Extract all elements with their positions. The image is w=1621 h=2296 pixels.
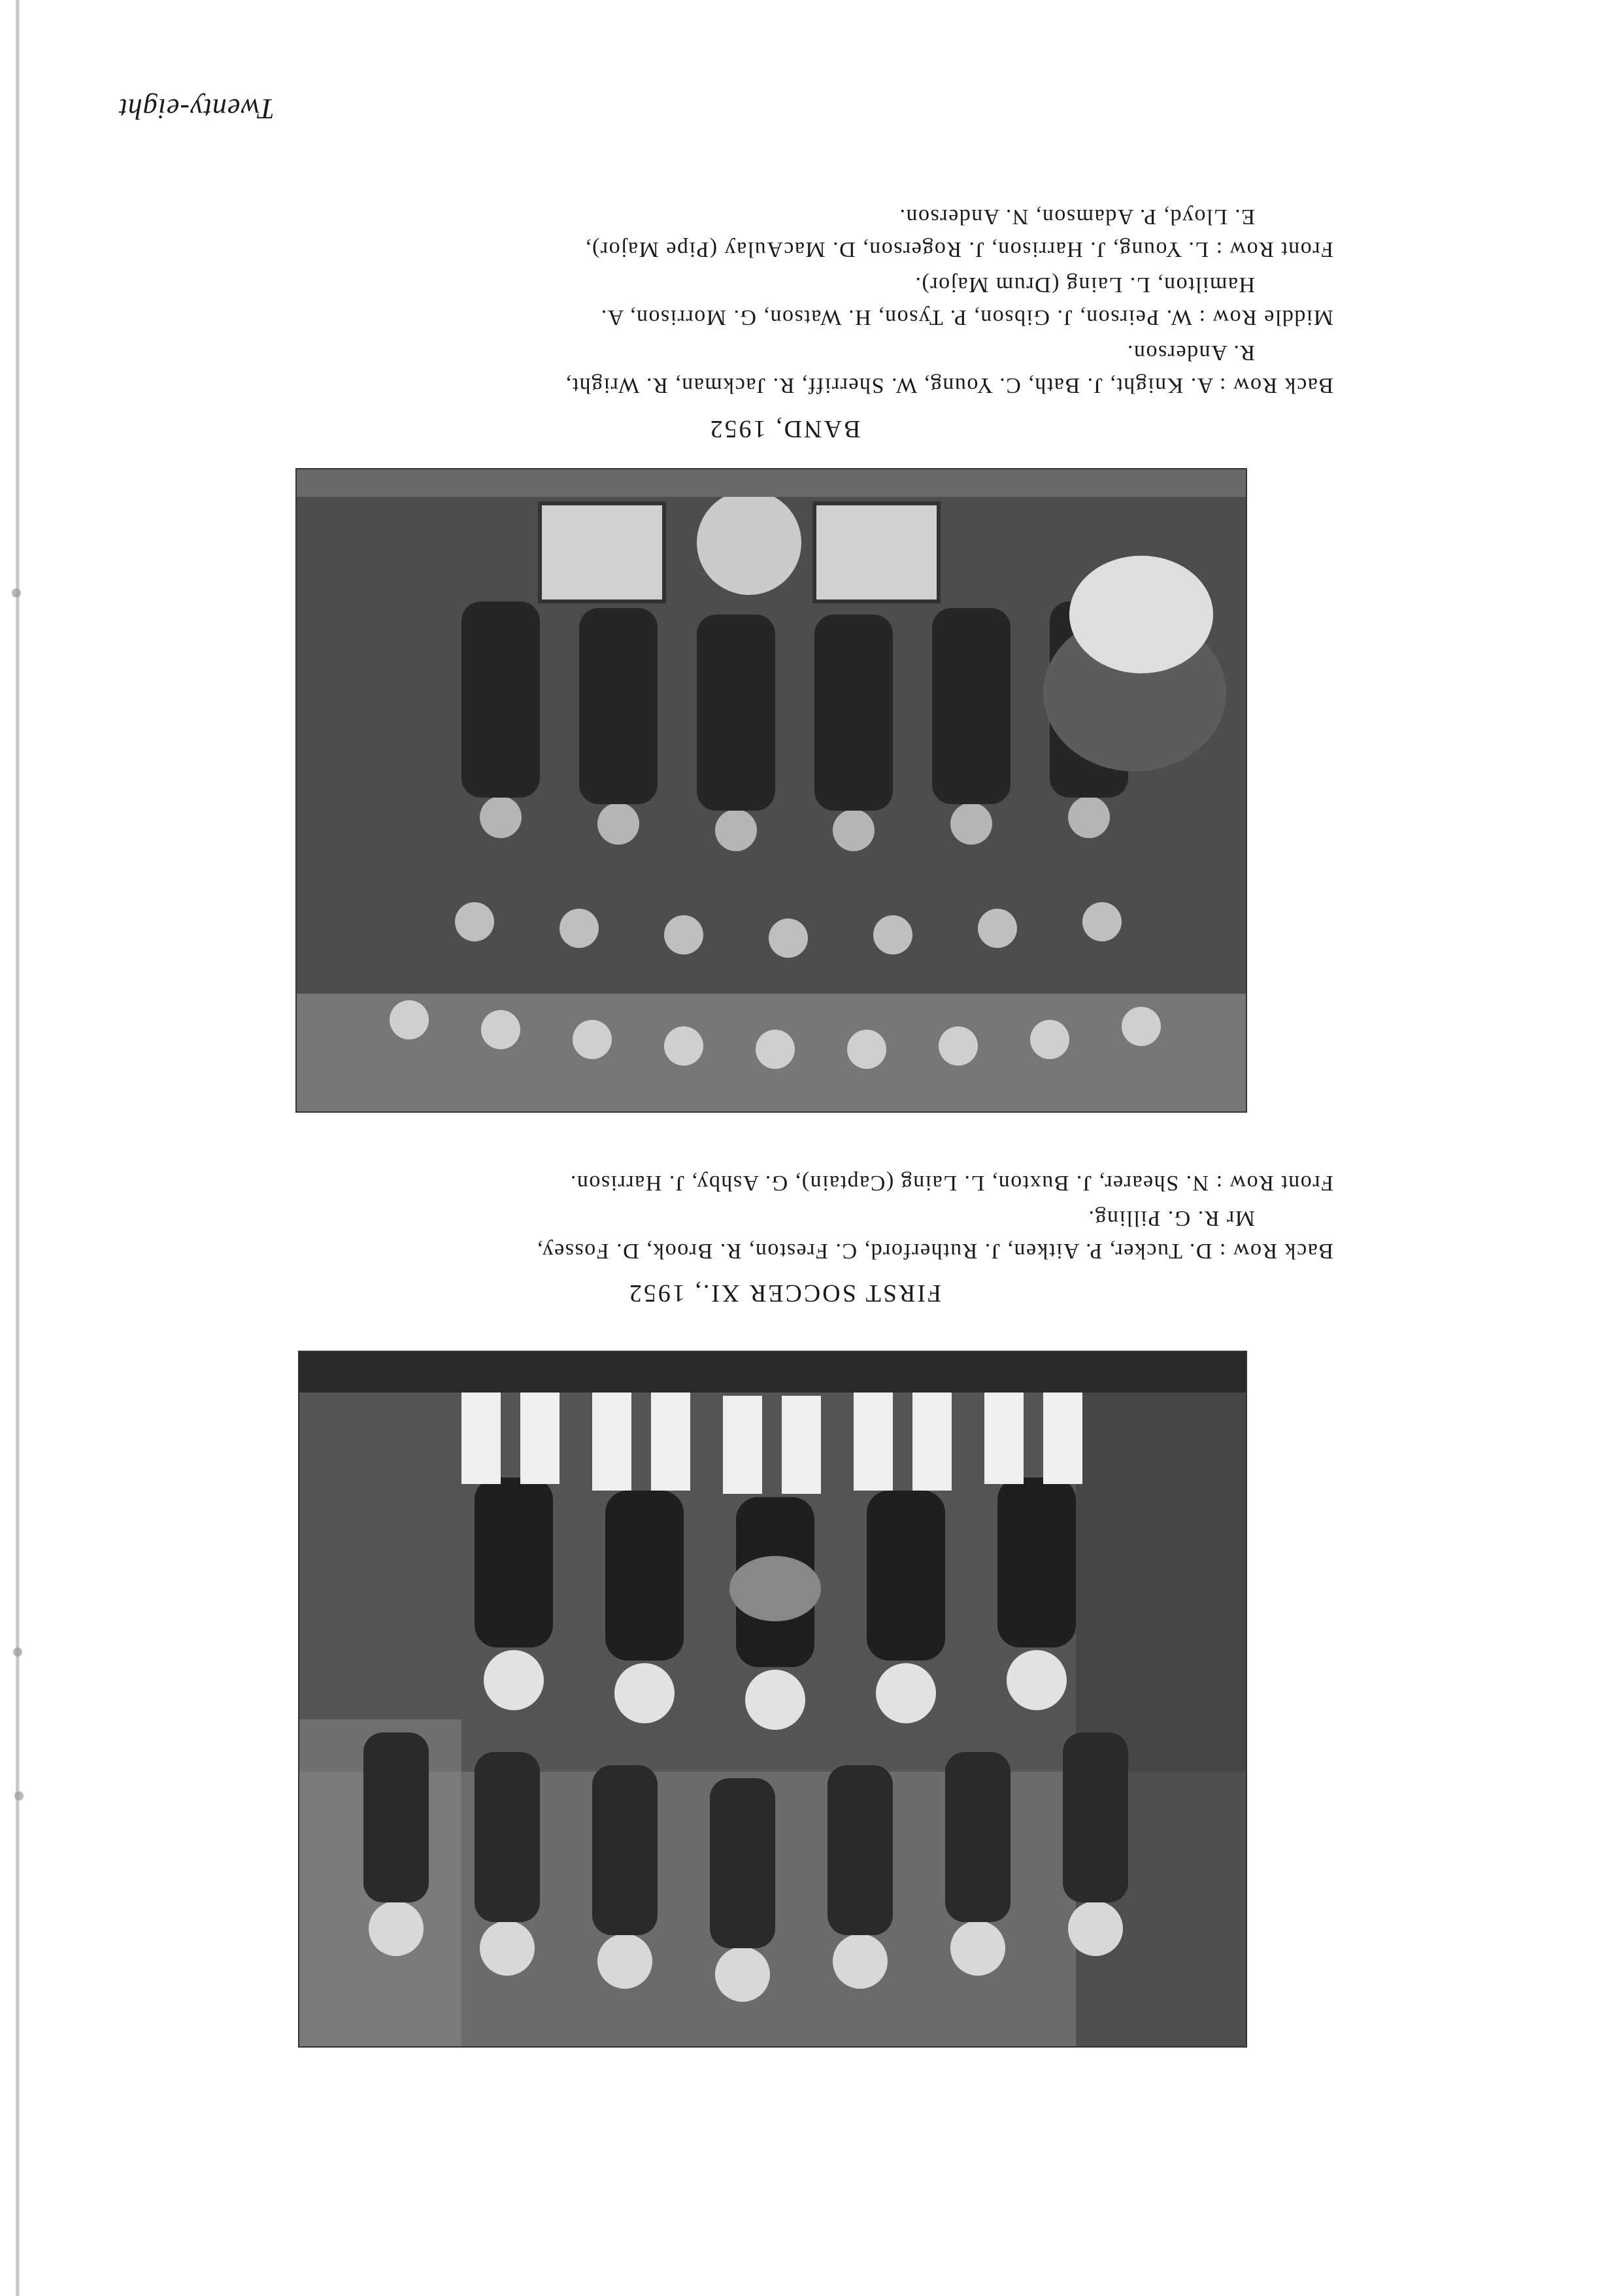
soccer-team-photo	[298, 1351, 1247, 2048]
band-photo	[295, 468, 1247, 1113]
band-caption-middle-row: Middle Row : W. Peirson, J. Gibson, P. Tyson, H. Watson, G. Morrison, A.	[600, 305, 1333, 329]
soccer-caption-back-row: Back Row : D. Tucker, P. Aitken, J. Rutherford, C. Freston, R. Brook, D. Fossey,	[536, 1239, 1333, 1263]
band-caption-title: BAND, 1952	[708, 415, 861, 443]
page-number: Twenty-eight	[118, 93, 275, 125]
soccer-caption-title: FIRST SOCCER XI., 1952	[627, 1279, 942, 1307]
soccer-caption-front-row: Front Row : N. Shearer, J. Buxton, L. Laing (Captain), G. Ashby, J. Harrison.	[569, 1171, 1333, 1195]
band-caption-front-row: Front Row : L. Young, J. Harrison, J. Rogerson, D. MacAulay (Pipe Major),	[584, 237, 1333, 262]
band-caption-middle-row-cont: Hamilton, L. Laing (Drum Major).	[914, 273, 1255, 297]
band-caption-back-row-cont: R. Anderson.	[1126, 341, 1255, 365]
soccer-caption-back-row-cont: Mr R. G. Pilling.	[1088, 1206, 1255, 1230]
band-caption-front-row-cont: E. Lloyd, P. Adamson, N. Anderson.	[899, 205, 1255, 229]
band-caption-back-row: Back Row : A. Knight, J. Bath, C. Young, W. Sherriff, R. Jackman, R. Wright,	[565, 373, 1333, 397]
